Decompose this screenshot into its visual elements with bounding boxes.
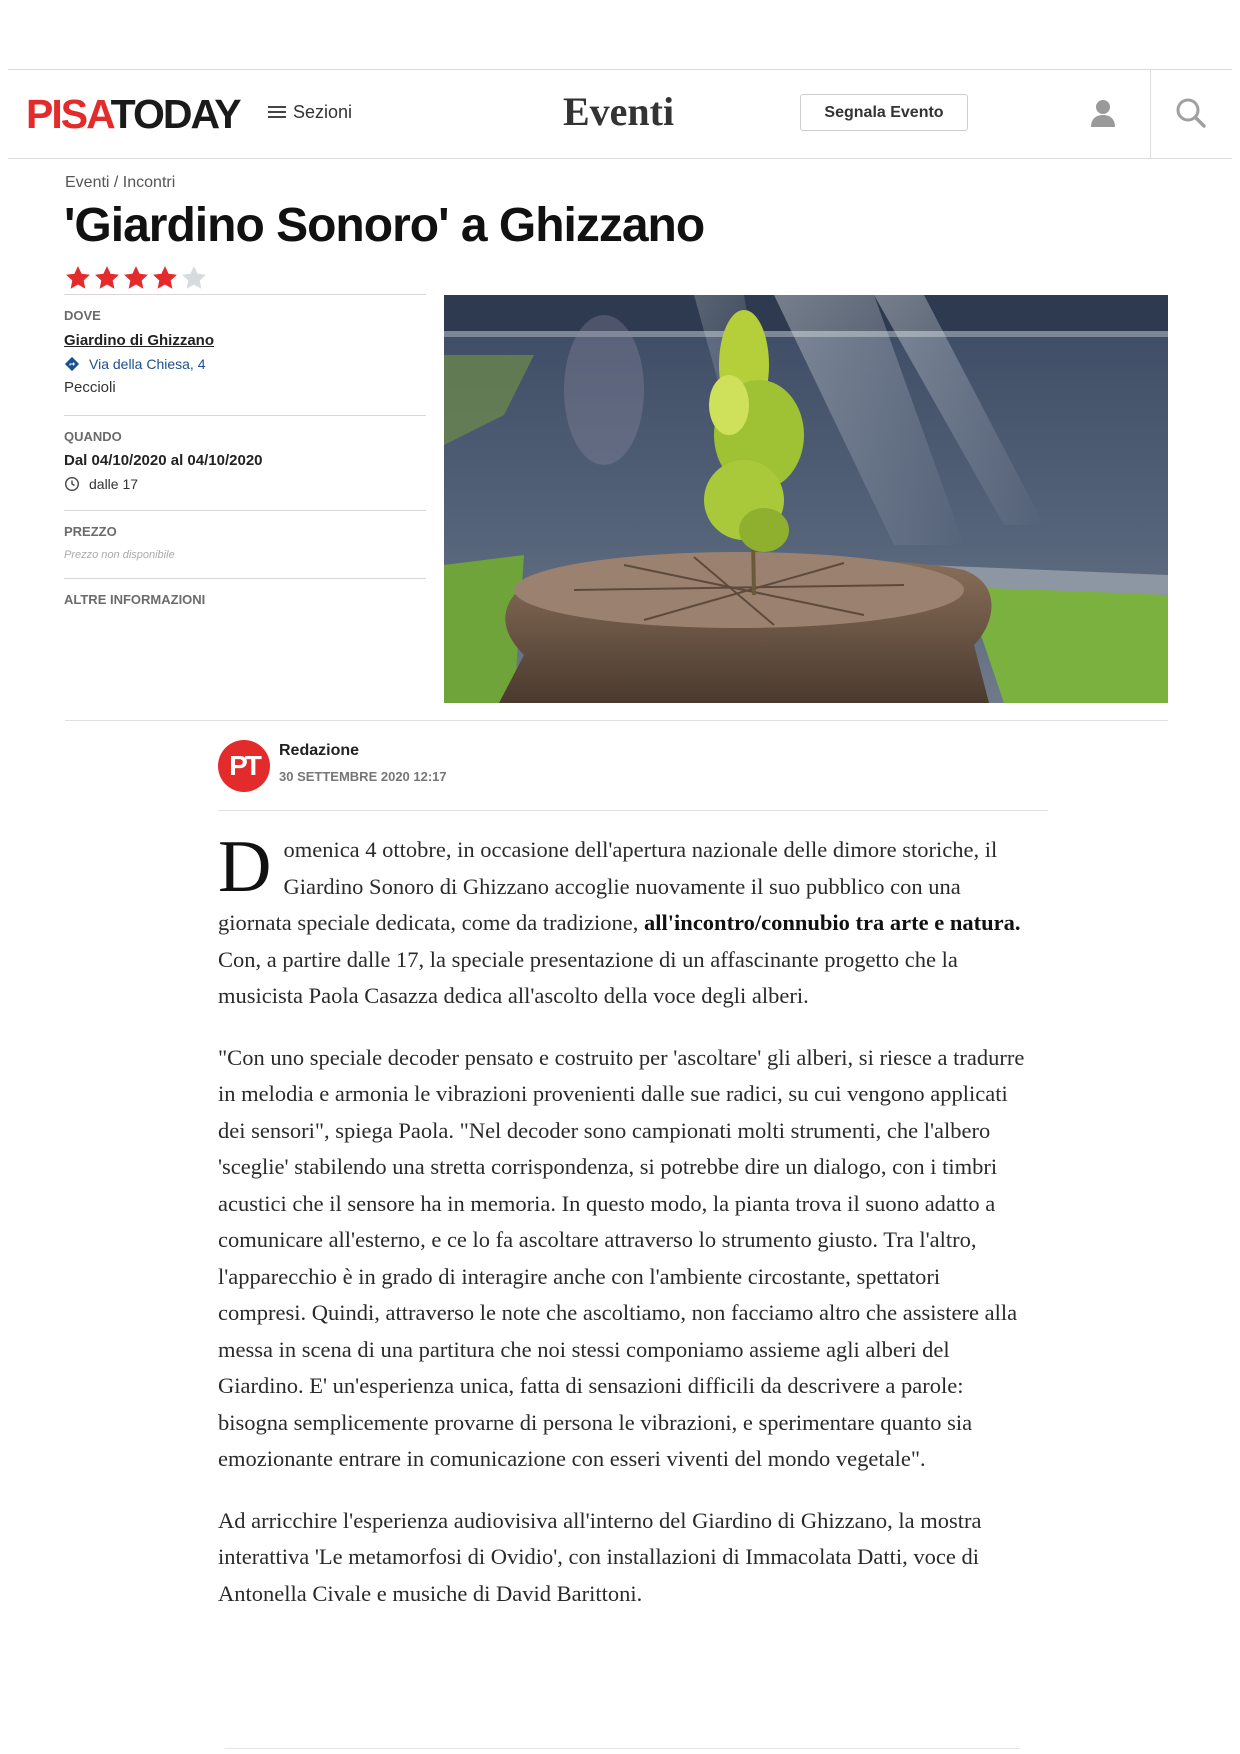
when-block	[64, 415, 426, 510]
page-title: 'Giardino Sonoro' a Ghizzano	[64, 199, 705, 252]
rating-stars[interactable]	[64, 264, 209, 292]
event-image	[444, 295, 1168, 703]
clock-icon	[64, 476, 80, 492]
author-name[interactable]: Redazione	[279, 742, 360, 759]
price-label: PREZZO	[64, 524, 117, 539]
paragraph-bold: all'incontro/connubio tra arte e natura.	[644, 910, 1021, 935]
report-event-button[interactable]: Segnala Evento	[800, 94, 968, 131]
user-icon	[1086, 96, 1120, 130]
sections-menu-label: Sezioni	[293, 102, 353, 122]
paragraph-text: Con, a partire dalle 17, la speciale presentazione di un affascinante progetto che la musicista Paola Casazza dedica all'ascolto della voce degli alberi.	[218, 946, 958, 1008]
hamburger-icon	[268, 106, 286, 119]
event-time	[64, 476, 426, 492]
divider	[218, 810, 1048, 811]
address-text: Via della Chiesa, 4	[89, 356, 206, 372]
star-icon[interactable]	[64, 264, 93, 292]
event-dates: Dal 04/10/2020 al 04/10/2020	[64, 452, 263, 469]
directions-icon	[64, 356, 80, 372]
user-button[interactable]	[1086, 96, 1120, 130]
where-block	[64, 294, 426, 415]
price-value: Prezzo non disponibile	[64, 549, 175, 561]
author-avatar[interactable]: PT	[218, 740, 270, 792]
breadcrumb[interactable]: Eventi / Incontri	[65, 174, 176, 191]
address-link[interactable]	[64, 356, 426, 372]
event-info	[64, 294, 426, 607]
article-paragraph	[218, 826, 1030, 1015]
when-label: QUANDO	[64, 429, 122, 444]
site-header	[8, 69, 1232, 159]
divider	[225, 1748, 1020, 1749]
price-block	[64, 510, 426, 578]
star-icon[interactable]	[93, 264, 122, 292]
divider	[65, 720, 1168, 721]
star-icon[interactable]	[180, 264, 209, 292]
sections-menu-button[interactable]	[268, 102, 352, 123]
event-time-text: dalle 17	[89, 476, 139, 492]
more-info-block	[64, 578, 426, 607]
article-paragraph: "Con uno speciale decoder pensato e costruito per 'ascoltare' gli alberi, si riesce a tradurre in melodia e armonia le vibrazioni provenienti dalle sue radici, su cui vengono applicati dei sensori", spiega Paola. "Nel decoder sono campionati molti strumenti, che l'albero 'sceglie' stabilendo una stretta corrispondenza, si potrebbe dire un dialogo, con i timbri acustici che il sensore ha in memoria. In questo modo, la pianta trova il suono adatto a comunicare all'esterno, e ce lo fa ascoltare attraverso lo strumento giusto. Tra l'altro, l'apparecchio è in grado di interagire anche con l'ambiente circostante, spettatori compresi. Quindi, attraverso le note che ascoltiamo, non facciamo altro che assistere alla messa in scena di una partitura che noi stessi componiamo assieme agli alberi del Giardino. E' un'esperienza unica, fatta di sensazioni difficili da descrivere a parole: bisogna semplicemente provarne di persona le vibrazioni, e sperimentare quanto sia emozionante entrare in comunicazione con esseri viventi del mondo vegetale".	[218, 1044, 1025, 1471]
publish-date: 30 SETTEMBRE 2020 12:17	[279, 769, 447, 784]
town: Peccioli	[64, 379, 116, 396]
search-button[interactable]	[1173, 95, 1209, 131]
article-paragraph: Ad arricchire l'esperienza audiovisiva all'interno del Giardino di Ghizzano, la mostra interattiva 'Le metamorfosi di Ovidio', con installazioni di Immacolata Datti, voce di Antonella Civale e musiche di David Barittoni.	[218, 1507, 982, 1606]
paragraph-text: omenica 4 ottobre, in occasione dell'apertura nazionale delle dimore storiche, il Giardino Sonoro di Ghizzano accoglie nuovamente il suo pubblico con una giornata speciale dedicata, come da tradizione,	[218, 837, 998, 935]
site-logo[interactable]: PISATODAY	[26, 91, 240, 137]
drop-cap: D	[218, 826, 272, 908]
where-label: DOVE	[64, 308, 101, 323]
star-icon[interactable]	[122, 264, 151, 292]
star-icon[interactable]	[151, 264, 180, 292]
section-title: Eventi	[563, 89, 675, 134]
search-icon	[1173, 95, 1209, 131]
place-link[interactable]: Giardino di Ghizzano	[64, 332, 214, 349]
search-area	[1150, 70, 1232, 159]
article-body	[218, 826, 1030, 1637]
more-info-label[interactable]: ALTRE INFORMAZIONI	[64, 592, 206, 607]
